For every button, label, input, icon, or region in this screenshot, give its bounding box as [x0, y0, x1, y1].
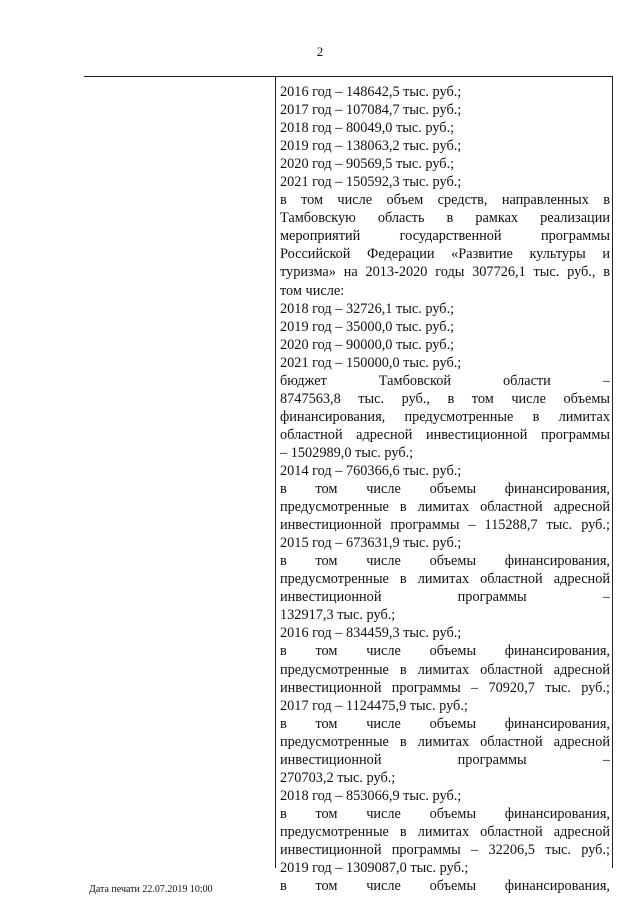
- text-line: предусмотренные в лимитах областной адресной: [280, 733, 610, 750]
- print-date-footer: Дата печати 22.07.2019 10:00: [89, 884, 213, 895]
- text-line: в том числе объемы финансирования,: [280, 481, 610, 498]
- text-line: Российской Федерации «Развитие культуры и: [280, 246, 610, 263]
- text-line: 132917,3 тыс. руб.;: [280, 607, 396, 624]
- text-line: 2018 год – 32726,1 тыс. руб.;: [280, 300, 455, 317]
- text-line: предусмотренные в лимитах областной адресной: [280, 499, 610, 516]
- text-line: 2021 год – 150000,0 тыс. руб.;: [280, 354, 462, 371]
- text-line: в том числе объемы финансирования,: [280, 553, 610, 570]
- text-line: предусмотренные в лимитах областной адресной: [280, 661, 610, 678]
- text-line: 2019 год – 1309087,0 тыс. руб.;: [280, 860, 469, 877]
- text-line: в том числе объемы финансирования,: [280, 643, 610, 660]
- text-line: 8747563,8 тыс. руб., в том числе объемы: [280, 390, 610, 407]
- text-line: – 1502989,0 тыс. руб.;: [280, 444, 414, 461]
- text-line: инвестиционной программы –: [280, 751, 610, 768]
- text-line: 2016 год – 148642,5 тыс. руб.;: [280, 84, 462, 100]
- text-line: в том числе объемы финансирования,: [280, 715, 610, 732]
- text-line: инвестиционной программы – 32206,5 тыс. руб.;: [280, 841, 610, 858]
- text-line: 2017 год – 1124475,9 тыс. руб.;: [280, 697, 468, 714]
- text-line: в том числе объемы финансирования,: [280, 805, 610, 822]
- text-line: предусмотренные в лимитах областной адресной: [280, 571, 610, 588]
- text-line: предусмотренные в лимитах областной адресной: [280, 823, 610, 840]
- text-line: 2020 год – 90000,0 тыс. руб.;: [280, 336, 455, 353]
- text-line: 2014 год – 760366,6 тыс. руб.;: [280, 462, 462, 479]
- text-line: бюджет Тамбовской области –: [280, 372, 610, 389]
- text-line: 2020 год – 90569,5 тыс. руб.;: [280, 156, 455, 173]
- text-line: 2021 год – 150592,3 тыс. руб.;: [280, 174, 462, 191]
- text-line: мероприятий государственной программы: [280, 228, 610, 245]
- text-line: в том числе объемы финансирования,: [280, 878, 610, 895]
- text-line: 2016 год – 834459,3 тыс. руб.;: [280, 625, 462, 642]
- text-line: 270703,2 тыс. руб.;: [280, 769, 396, 786]
- text-line: 2019 год – 138063,2 тыс. руб.;: [280, 138, 462, 155]
- text-line: инвестиционной программы –: [280, 589, 610, 606]
- text-line: том числе:: [280, 282, 345, 299]
- text-line: 2019 год – 35000,0 тыс. руб.;: [280, 318, 455, 335]
- text-line: областной адресной инвестиционной программы: [280, 426, 610, 443]
- page-number: 2: [316, 44, 324, 59]
- text-line: туризма» на 2013-2020 годы 307726,1 тыс. руб., в: [280, 264, 610, 281]
- text-line: инвестиционной программы – 70920,7 тыс. руб.;: [280, 679, 610, 696]
- text-line: 2018 год – 80049,0 тыс. руб.;: [280, 120, 455, 137]
- column-divider: [275, 76, 276, 868]
- funding-text-cell: [280, 83, 610, 895]
- text-line: финансирования, предусмотренные в лимитах: [280, 408, 610, 425]
- text-line: Тамбовскую область в рамках реализации: [280, 210, 610, 227]
- text-line: 2018 год – 853066,9 тыс. руб.;: [280, 787, 462, 804]
- text-line: 2015 год – 673631,9 тыс. руб.;: [280, 535, 462, 552]
- text-line: инвестиционной программы – 115288,7 тыс. руб.;: [280, 517, 610, 534]
- text-line: в том числе объем средств, направленных в: [280, 192, 610, 209]
- text-line: 2017 год – 107084,7 тыс. руб.;: [280, 102, 462, 119]
